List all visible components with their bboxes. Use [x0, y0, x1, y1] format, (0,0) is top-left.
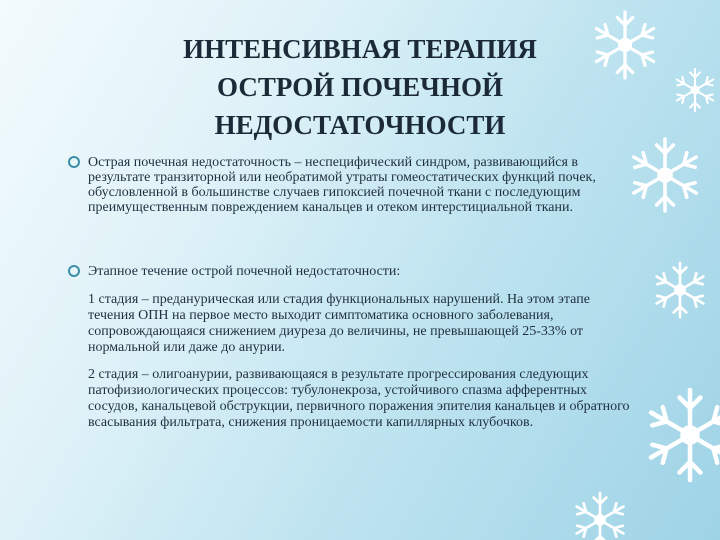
circle-bullet-icon — [68, 156, 80, 168]
title-line-1: ИНТЕНСИВНАЯ ТЕРАПИЯ — [183, 34, 537, 64]
bullet-text: Этапное течение острой почечной недостаточности: — [88, 264, 401, 279]
bullet-item-definition — [88, 155, 628, 215]
snowflake-icon — [646, 390, 720, 480]
title-line-3: НЕДОСТАТОЧНОСТИ — [214, 110, 506, 140]
paragraph-stage-1: 1 стадия – преданурическая или стадия функциональных нарушений. На этом этапе течения ОПН на первое место выходит симптоматика основного заболевания, сопровождающаяся снижением диуреза до величины, не превышающей 25-33% от нормальной или даже до анурии. — [88, 292, 590, 355]
slide-title — [150, 30, 570, 144]
paragraph-stage-2: 2 стадия – олигоанурии, развивающаяся в результате прогрессирования следующих патофизиологических процессов: тубулонекроза, устойчивого спазма афферентных сосудов, канальцевой обструкции, первичного поражения эпителия канальцев и обратного всасывания фильтрата, снижения проницаемости капиллярных клубочков. — [88, 367, 630, 430]
snowflake-icon — [630, 139, 701, 211]
bullet-text: Острая почечная недостаточность – неспецифический синдром, развивающийся в результате транзиторной или необратимой утраты гомеостатических функций почек, обусловленной в большинстве случаев гипоксией почечной ткани с последующим преимущественным повреждением канальцев и отеком интерстициальной ткани. — [88, 155, 596, 215]
snowflake-icon — [593, 12, 658, 78]
bullet-item-stages — [88, 264, 628, 279]
title-line-2: ОСТРОЙ ПОЧЕЧНОЙ — [217, 72, 503, 102]
circle-bullet-icon — [68, 265, 80, 277]
snowflake-icon — [653, 263, 706, 317]
snowflake-icon — [573, 493, 626, 540]
snowflake-icon — [674, 69, 715, 111]
